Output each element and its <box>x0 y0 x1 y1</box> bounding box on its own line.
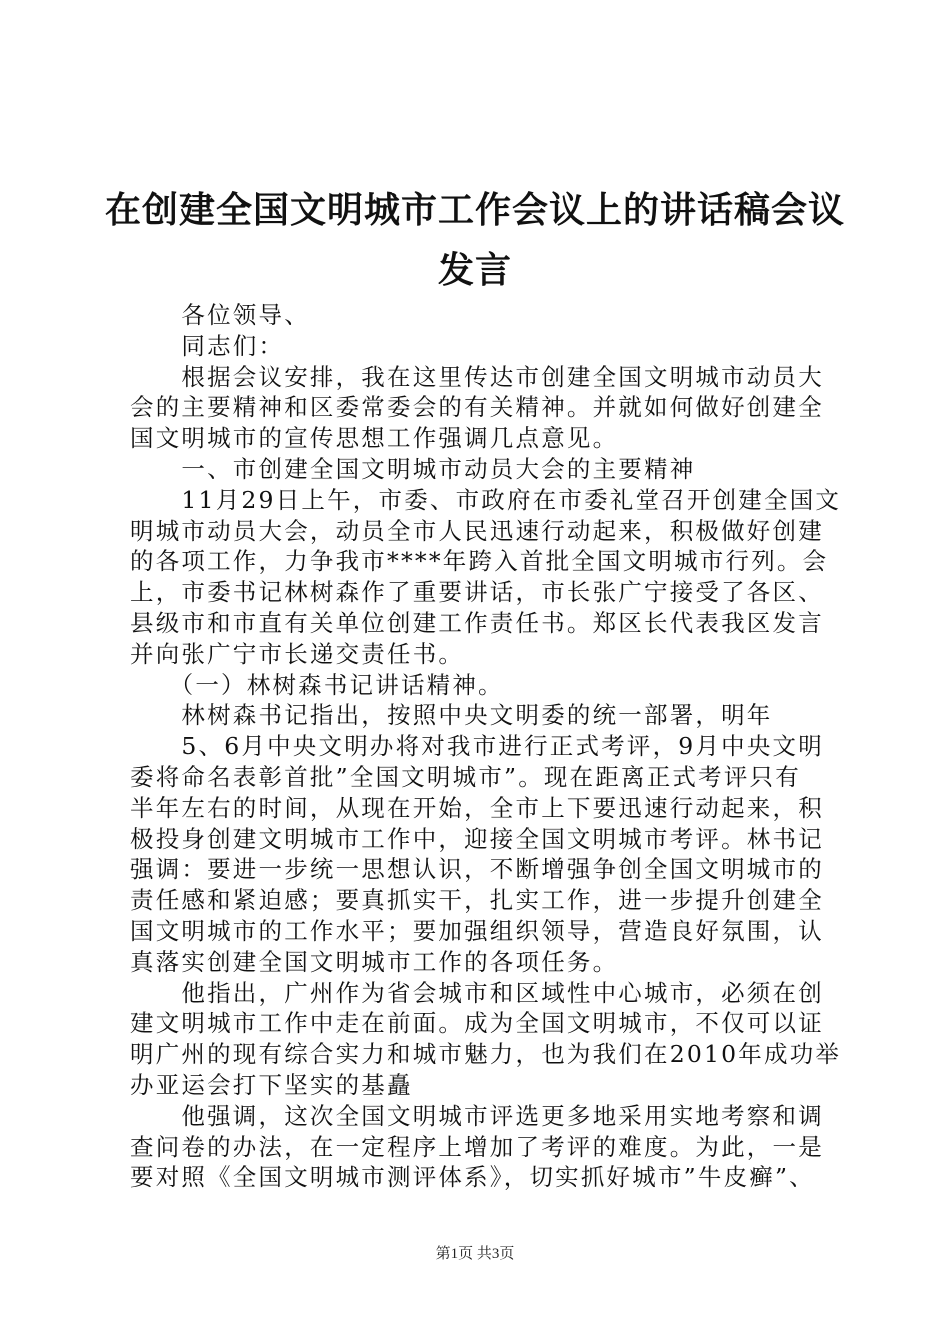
body-line: （一）林树森书记讲话精神。 <box>130 670 504 699</box>
body-line: 上，市委书记林树森作了重要讲话，市长张广宁接受了各区、 <box>130 578 824 607</box>
body-line: 县级市和市直有关单位创建工作责任书。郑区长代表我区发言 <box>130 609 824 637</box>
body-line: 同志们： <box>130 331 285 360</box>
body-line: 根据会议安排，我在这里传达市创建全国文明城市动员大 <box>130 362 824 391</box>
body-line: 明广州的现有综合实力和城市魅力，也为我们在2010年成功举 <box>130 1040 842 1069</box>
body-line: 查问卷的办法，在一定程序上增加了考评的难度。为此，一是 <box>130 1132 824 1161</box>
body-line: 11月29日上午，市委、市政府在市委礼堂召开创建全国文 <box>130 485 842 514</box>
page-footer: 第1页 共3页 <box>435 1246 515 1262</box>
body-line: 他强调，这次全国文明城市评选更多地采用实地考察和调 <box>130 1101 824 1130</box>
document-title-line-1: 在创建全国文明城市工作会议上的讲话稿会议 <box>104 189 845 231</box>
body-line: 建文明城市工作中走在前面。成为全国文明城市，不仅可以证 <box>130 1009 824 1038</box>
body-line: 半年左右的时间，从现在开始，全市上下要迅速行动起来，积 <box>130 793 824 822</box>
body-line: 国文明城市的工作水平；要加强组织领导，营造良好氛围，认 <box>130 917 824 945</box>
body-line: 林树森书记指出，按照中央文明委的统一部署，明年 <box>130 701 773 730</box>
body-line: 并向张广宁市长递交责任书。 <box>130 639 465 668</box>
body-line: 责任感和紧迫感；要真抓实干，扎实工作，进一步提升创建全 <box>130 886 824 915</box>
body-line: 真落实创建全国文明城市工作的各项任务。 <box>130 947 619 976</box>
body-line: 会的主要精神和区委常委会的有关精神。并就如何做好创建全 <box>130 393 824 422</box>
body-line: 国文明城市的宣传思想工作强调几点意见。 <box>130 424 619 453</box>
body-line: 明城市动员大会，动员全市人民迅速行动起来，积极做好创建 <box>130 516 824 545</box>
body-line: 办亚运会打下坚实的基矗 <box>130 1071 413 1099</box>
body-line: 的各项工作，力争我市****年跨入首批全国文明城市行列。会 <box>130 547 829 576</box>
body-line: 各位领导、 <box>130 301 310 329</box>
body-line: 他指出，广州作为省会城市和区域性中心城市，必须在创 <box>130 978 824 1007</box>
body-line: 一、市创建全国文明城市动员大会的主要精神 <box>130 455 696 483</box>
body-line: 5、6月中央文明办将对我市进行正式考评，9月中央文明 <box>130 732 824 761</box>
body-line: 委将命名表彰首批”全国文明城市”。现在距离正式考评只有 <box>130 763 801 791</box>
body-line: 要对照《全国文明城市测评体系》，切实抓好城市”牛皮癣”、 <box>130 1163 815 1192</box>
body-line: 强调：要进一步统一思想认识，不断增强争创全国文明城市的 <box>130 855 824 884</box>
body-line: 极投身创建文明城市工作中，迎接全国文明城市考评。林书记 <box>130 824 824 853</box>
document-title-line-2: 发言 <box>437 249 512 291</box>
